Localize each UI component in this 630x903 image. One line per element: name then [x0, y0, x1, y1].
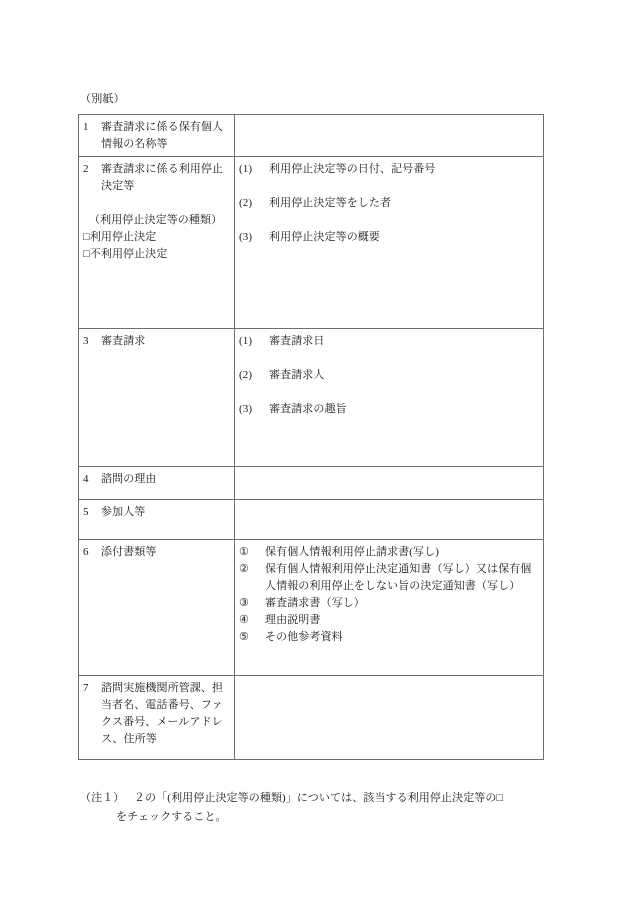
list-item [239, 401, 540, 418]
row-label-2 [83, 161, 231, 195]
list-item [239, 367, 540, 384]
row-number-5: 5 [83, 506, 89, 518]
attachment-label: その他参考資料 [265, 631, 343, 643]
sub-item-label: 審査請求日 [269, 335, 325, 347]
attachment-label: 保有個人情報利用停止決定通知書（写し）又は保有個人情報の利用停止をしない旨の決定通知書（写し） [265, 563, 532, 592]
table-row [79, 329, 544, 467]
spacer [239, 212, 540, 229]
sub-item-number: (3) [239, 231, 253, 243]
row-label-3 [83, 333, 231, 350]
consultation-form-table [78, 114, 544, 760]
list-item [239, 629, 540, 646]
row-value-cell-1[interactable] [235, 115, 544, 157]
attachment-number: ⑤ [239, 631, 249, 643]
table-row [79, 676, 544, 760]
list-item [239, 595, 540, 612]
spacer [239, 350, 540, 367]
sub-item-label: 利用停止決定等の日付、記号番号 [269, 163, 436, 175]
checkbox-icon[interactable]: □ [83, 248, 90, 260]
sub-item-label: 利用停止決定等の概要 [269, 231, 380, 243]
table-row [79, 500, 544, 540]
row-label-cell-2 [79, 157, 235, 329]
attachment-label: 理由説明書 [265, 614, 321, 626]
checkbox-icon[interactable]: □ [83, 231, 90, 243]
row-value-cell-4[interactable] [235, 467, 544, 500]
sub-item-label: 利用停止決定等をした者 [269, 197, 392, 209]
decision-kind-heading: （利用停止決定等の種類） [89, 214, 223, 226]
row-label-text-7: 諮問実施機関所管課、担当者名、電話番号、ファクス番号、メールアドレス、住所等 [101, 682, 224, 745]
row-value-cell-5[interactable] [235, 500, 544, 540]
row-label-text-5: 参加人等 [101, 506, 146, 518]
checkbox-label: 利用停止決定 [89, 231, 157, 243]
sub-item-number: (3) [239, 403, 253, 415]
sub-item-number: (2) [239, 197, 253, 209]
footnote [80, 789, 560, 827]
row-label-5 [83, 504, 231, 521]
table-row [79, 467, 544, 500]
row-value-cell-3[interactable] [235, 329, 544, 467]
row-label-text-1: 審査請求に係る保有個人情報の名称等 [101, 121, 224, 150]
row-label-cell-6 [79, 540, 235, 676]
list-item [239, 195, 540, 212]
attachment-number: ① [239, 546, 249, 558]
sheet-label: （別紙） [80, 93, 125, 105]
sub-item-label: 審査請求人 [269, 369, 325, 381]
row-label-text-6: 添付書類等 [101, 546, 157, 558]
row-label-cell-7 [79, 676, 235, 760]
attachment-label: 審査請求書（写し） [265, 597, 365, 609]
checkbox-option-suspension[interactable] [83, 229, 231, 246]
row-value-cell-2[interactable] [235, 157, 544, 329]
row-label-cell-1 [79, 115, 235, 157]
table-row [79, 115, 544, 157]
spacer [239, 384, 540, 401]
list-item [239, 561, 540, 595]
footnote-text-2: をチェックすること。 [116, 811, 227, 823]
sub-item-list-2 [239, 161, 540, 246]
row-number-6: 6 [83, 546, 89, 558]
list-item [239, 229, 540, 246]
row-number-7: 7 [83, 682, 89, 694]
row-label-text-4: 諮問の理由 [101, 473, 157, 485]
attachment-number: ② [239, 563, 249, 575]
spacer [239, 178, 540, 195]
row-value-cell-7[interactable] [235, 676, 544, 760]
row-label-4 [83, 471, 231, 488]
row-label-6 [83, 544, 231, 561]
list-item [239, 161, 540, 178]
checkbox-label: 不利用停止決定 [89, 248, 168, 260]
footnote-text-1: ２の「(利用停止決定等の種類)」については、該当する利用停止決定等の□ [134, 792, 504, 804]
row-label-cell-3 [79, 329, 235, 467]
checkbox-option-non-suspension[interactable] [83, 246, 231, 263]
row-number-1: 1 [83, 121, 89, 133]
row-label-cell-5 [79, 500, 235, 540]
row-number-4: 4 [83, 473, 89, 485]
sub-item-number: (1) [239, 335, 253, 347]
row-label-7 [83, 680, 231, 748]
sub-item-list-3 [239, 333, 540, 418]
row-number-2: 2 [83, 163, 89, 175]
row-label-1 [83, 119, 231, 153]
table-row [79, 540, 544, 676]
list-item [239, 333, 540, 350]
sub-item-number: (1) [239, 163, 253, 175]
attachment-list [239, 544, 540, 646]
list-item [239, 612, 540, 629]
footnote-tag: （注１） [80, 792, 125, 804]
row-label-cell-4 [79, 467, 235, 500]
sub-item-label: 審査請求の趣旨 [269, 403, 347, 415]
attachment-label: 保有個人情報利用停止請求書(写し) [265, 546, 440, 558]
row-number-3: 3 [83, 335, 89, 347]
footnote-line-1 [80, 789, 560, 808]
attachment-number: ④ [239, 614, 249, 626]
attachment-number: ③ [239, 597, 249, 609]
row-label-text-3: 審査請求 [101, 335, 146, 347]
sub-item-number: (2) [239, 369, 253, 381]
row-label-text-2: 審査請求に係る利用停止決定等 [101, 163, 224, 192]
row-value-cell-6[interactable] [235, 540, 544, 676]
table-row [79, 157, 544, 329]
list-item [239, 544, 540, 561]
